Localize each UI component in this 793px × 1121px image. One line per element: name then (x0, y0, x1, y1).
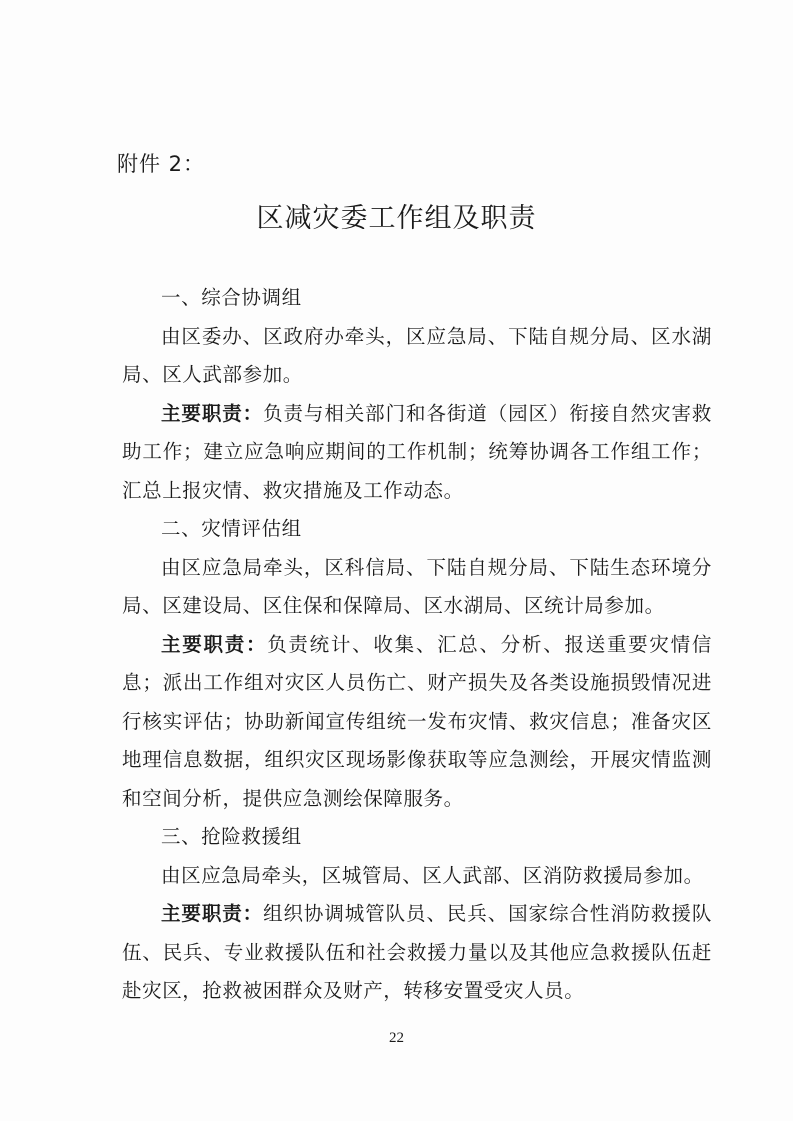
section-heading-coordination: 一、综合协调组 (161, 286, 302, 309)
section-heading-assessment: 二、灾情评估组 (161, 517, 302, 540)
attachment-label: 附件 2： (117, 152, 206, 176)
duty-text: 负责统计、收集、汇总、分析、报送重要灾情信息；派出工作组对灾区人员伤亡、财产损失及各类设施损毁情况进行核实评估；协助新闻宣传组统一发布灾情、救灾信息；准备灾区地理信息数据，组织灾区现场影像获取等应急测绘，开展灾情监测和空间分析，提供应急测绘保障服务。 (122, 632, 712, 810)
duty-label: 主要职责： (161, 902, 264, 925)
section-lead-coordination: 由区委办、区政府办牵头，区应急局、下陆自规分局、区水湖局、区人武部参加。 (122, 324, 712, 386)
section-lead-rescue: 由区应急局牵头，区城管局、区人武部、区消防救援局参加。 (161, 863, 704, 887)
section-duty-assessment (122, 626, 712, 819)
section-duty-rescue (122, 895, 712, 1011)
duty-text: 负责与相关部门和各街道（园区）衔接自然灾害救助工作；建立应急响应期间的工作机制；统筹协调各工作组工作；汇总上报灾情、救灾措施及工作动态。 (122, 401, 712, 502)
document-title: 区减灾委工作组及职责 (256, 203, 537, 234)
page-number: 22 (389, 1030, 404, 1046)
duty-label: 主要职责： (161, 401, 264, 425)
document-body (122, 279, 712, 1011)
section-heading-rescue: 三、抢险救援组 (161, 825, 302, 848)
section-lead-assessment: 由区应急局牵头，区科信局、下陆自规分局、下陆生态环境分局、区建设局、区住保和保障局、区水湖局、区统计局参加。 (122, 555, 712, 617)
duty-text: 组织协调城管队员、民兵、国家综合性消防救援队伍、民兵、专业救援队伍和社会救援力量以及其他应急救援队伍赶赴灾区，抢救被困群众及财产，转移安置受灾人员。 (122, 902, 712, 1002)
section-duty-coordination (122, 395, 712, 511)
duty-label: 主要职责： (161, 632, 268, 656)
